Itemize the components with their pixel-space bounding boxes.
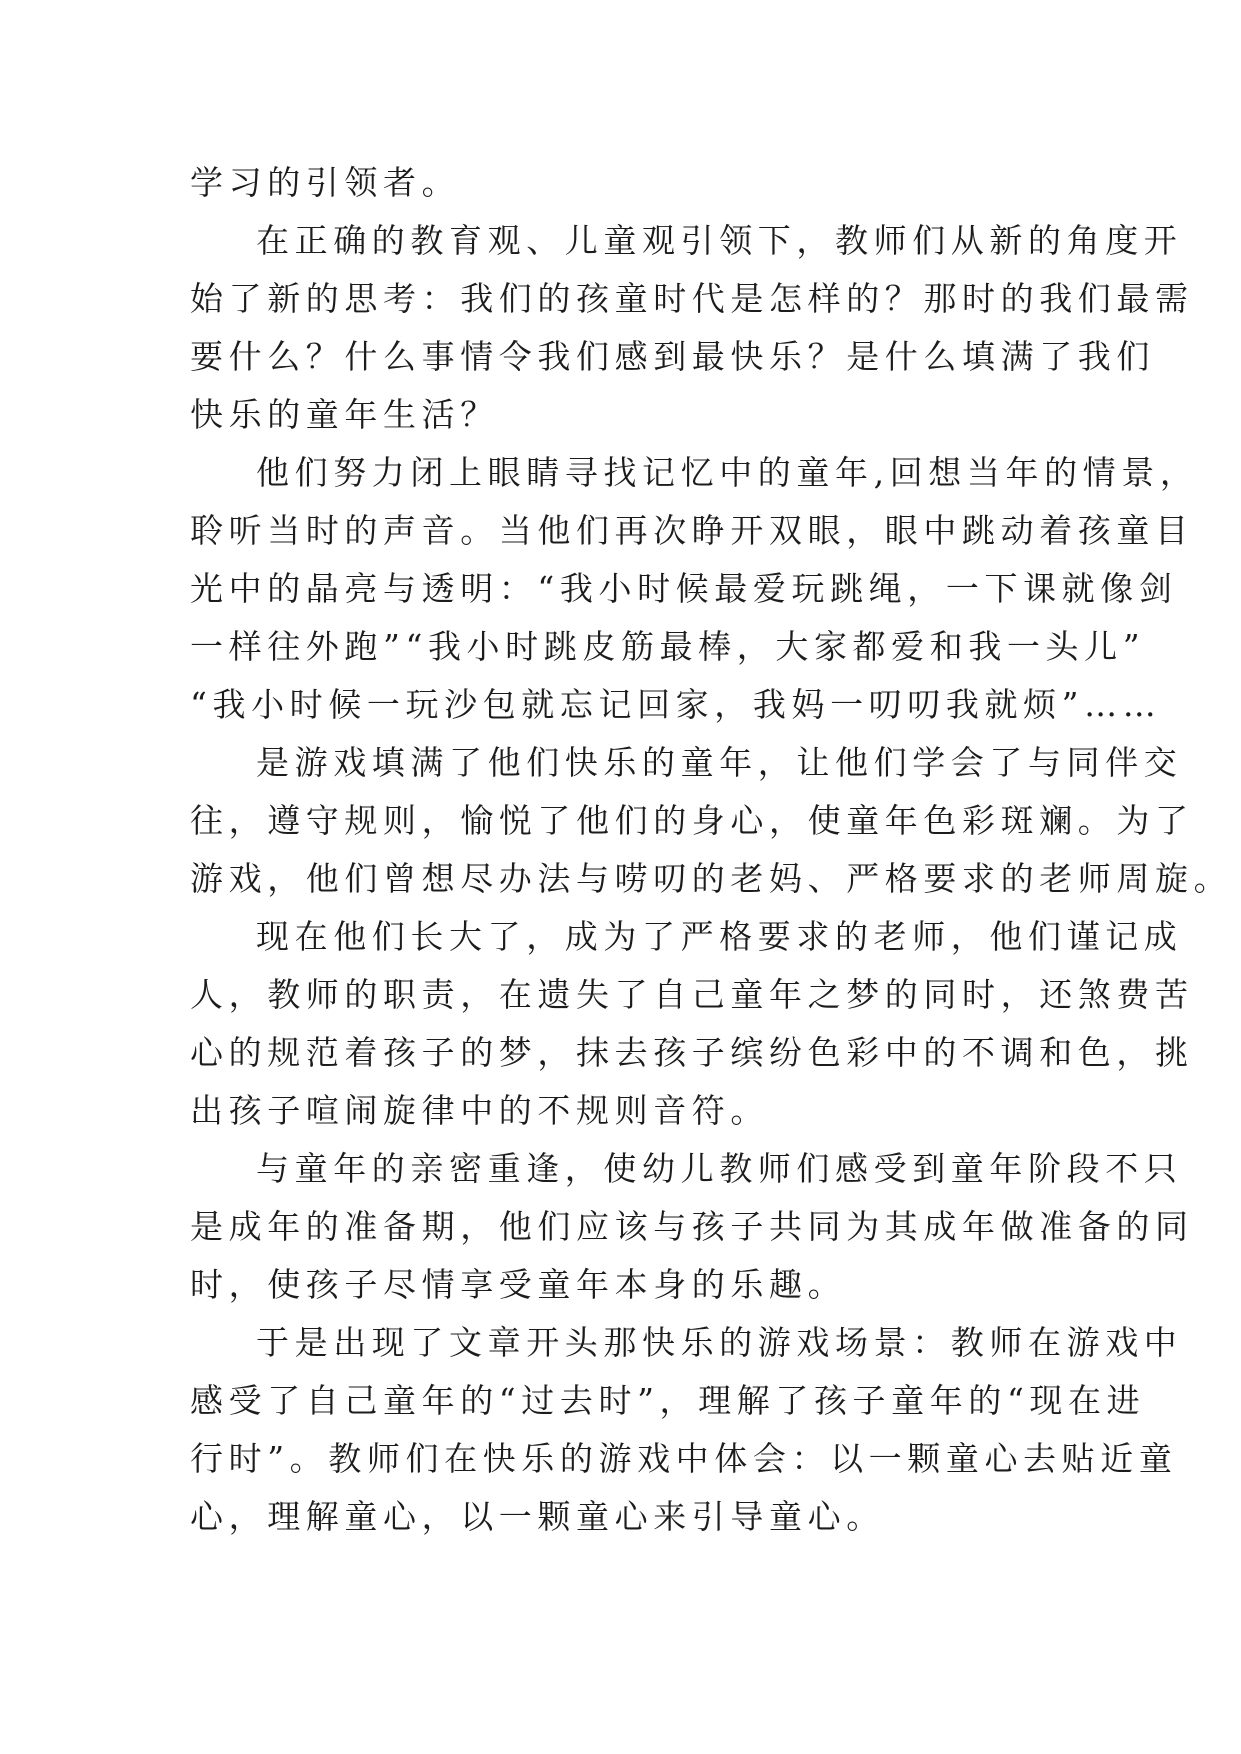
- text-line: 与童年的亲密重逢，使幼儿教师们感受到童年阶段不只: [256, 1149, 1183, 1188]
- text-line: 现在他们长大了，成为了严格要求的老师，他们谨记成: [256, 917, 1183, 956]
- text-line: 始了新的思考：我们的孩童时代是怎样的？那时的我们最需: [190, 279, 1194, 318]
- text-line: 一样往外跑”“我小时跳皮筋最棒，大家都爱和我一头儿”: [190, 627, 1146, 666]
- text-line: 是游戏填满了他们快乐的童年，让他们学会了与同伴交: [256, 743, 1183, 782]
- text-line: 是成年的准备期，他们应该与孩子共同为其成年做准备的同: [190, 1207, 1194, 1246]
- text-line: 出孩子喧闹旋律中的不规则音符。: [190, 1091, 769, 1130]
- text-line: 游戏，他们曾想尽办法与唠叨的老妈、严格要求的老师周旋。: [190, 859, 1233, 898]
- text-line: 感受了自己童年的“过去时”，理解了孩子童年的“现在进: [190, 1381, 1146, 1420]
- text-line: 时，使孩子尽情享受童年本身的乐趣。: [190, 1265, 847, 1304]
- text-line: 心的规范着孩子的梦，抹去孩子缤纷色彩中的不调和色，挑: [190, 1033, 1194, 1072]
- text-line: 光中的晶亮与透明：“我小时候最爱玩跳绳，一下课就像剑: [190, 569, 1178, 608]
- text-line: “我小时候一玩沙包就忘记回家，我妈一叨叨我就烦”……: [190, 685, 1162, 724]
- text-line: 人，教师的职责，在遗失了自己童年之梦的同时，还煞费苦: [190, 975, 1194, 1014]
- text-line: 快乐的童年生活？: [190, 395, 499, 434]
- text-line: 往，遵守规则，愉悦了他们的身心，使童年色彩斑斓。为了: [190, 801, 1194, 840]
- text-line: 学习的引领者。: [190, 163, 461, 202]
- body-text: [190, 154, 1233, 1546]
- text-line: 在正确的教育观、儿童观引领下，教师们从新的角度开: [256, 221, 1183, 260]
- text-line: 心，理解童心，以一颗童心来引导童心。: [190, 1497, 885, 1536]
- text-line: 要什么？什么事情令我们感到最快乐？是什么填满了我们: [190, 337, 1155, 376]
- text-line: 他们努力闭上眼睛寻找记忆中的童年,回想当年的情景，: [256, 453, 1199, 492]
- text-line: 聆听当时的声音。当他们再次睁开双眼，眼中跳动着孩童目: [190, 511, 1194, 550]
- text-line: 于是出现了文章开头那快乐的游戏场景：教师在游戏中: [256, 1323, 1183, 1362]
- text-line: 行时”。教师们在快乐的游戏中体会：以一颗童心去贴近童: [190, 1439, 1178, 1478]
